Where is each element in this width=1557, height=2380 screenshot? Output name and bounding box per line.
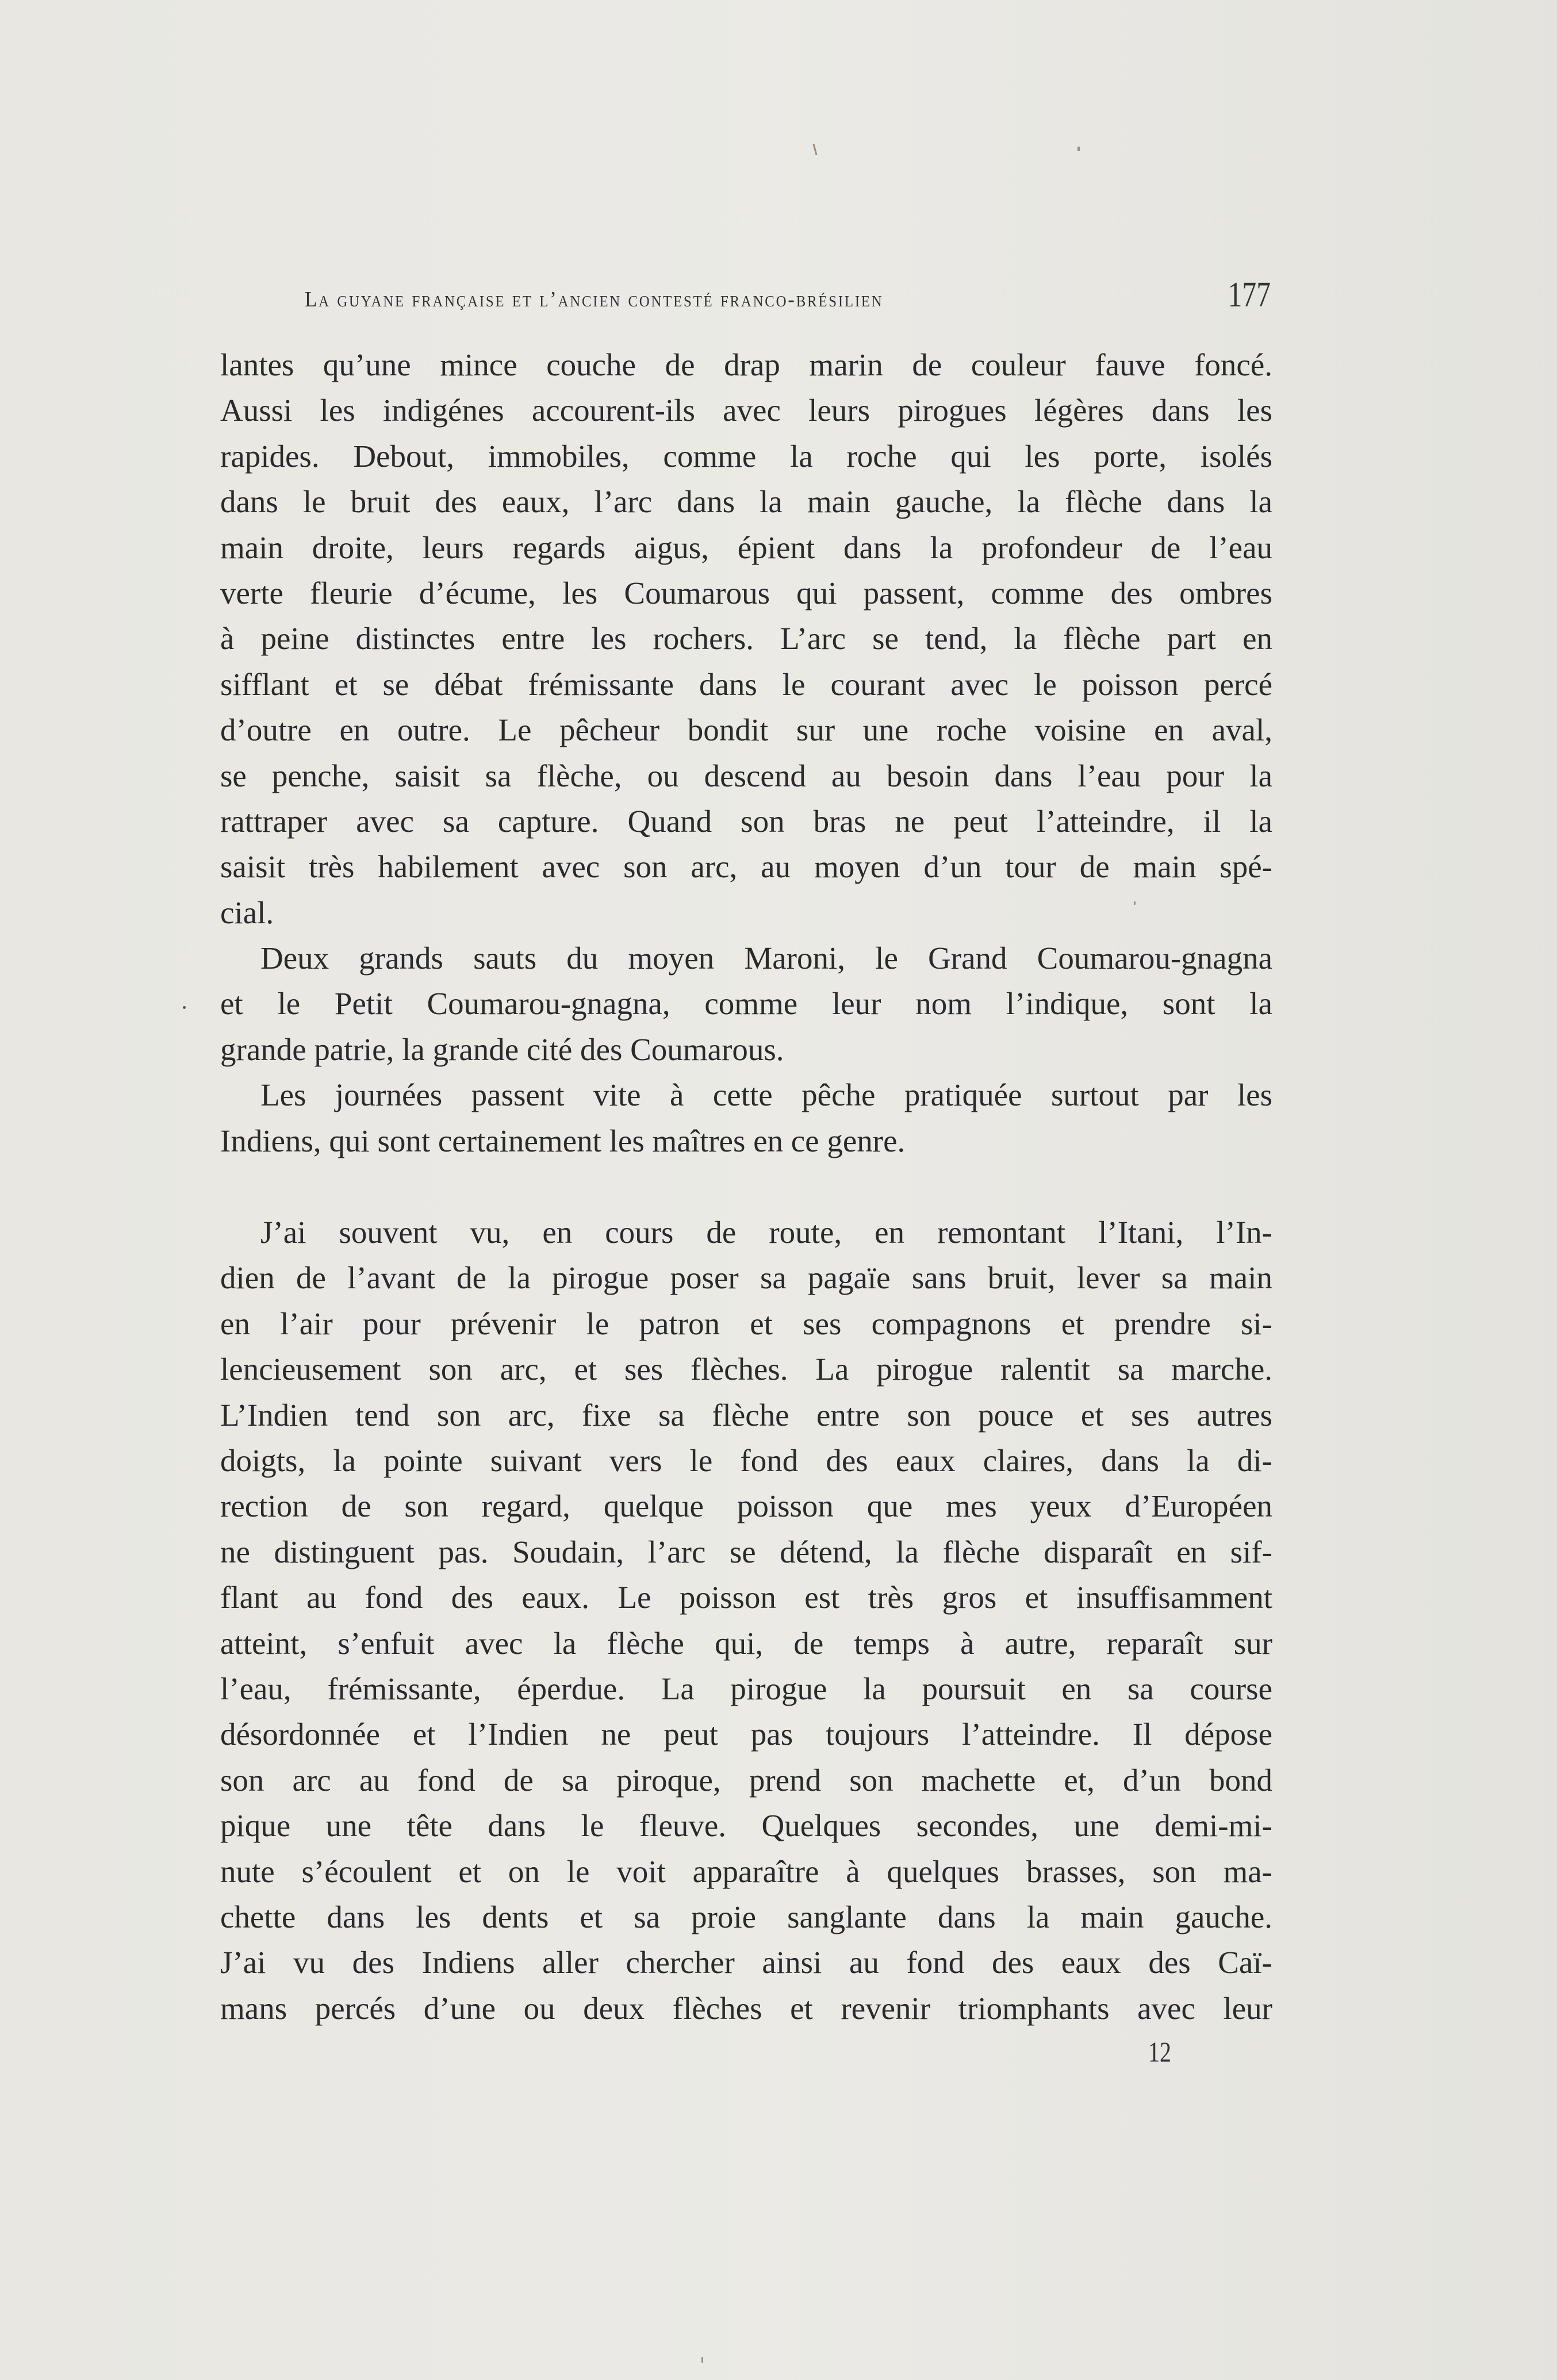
page-number: 177 xyxy=(1228,275,1271,314)
text-line: rattraper avec sa capture. Quand son bras ne peut l’atteindre, il la xyxy=(220,803,1272,839)
paper-speck xyxy=(1134,901,1136,905)
text-line: atteint, s’enfuit avec la flèche qui, de temps à autre, reparaît sur xyxy=(220,1625,1272,1661)
text-line: Aussi les indigénes accourent-ils avec leurs pirogues légères dans les xyxy=(220,393,1272,428)
signature-mark: 12 xyxy=(1148,2036,1171,2068)
text-line: d’outre en outre. Le pêcheur bondit sur une roche voisine en aval, xyxy=(220,712,1272,748)
text-line: se penche, saisit sa flèche, ou descend au besoin dans l’eau pour la xyxy=(220,758,1272,793)
text-line: l’eau, frémissante, éperdue. La pirogue la poursuit en sa course xyxy=(220,1671,1272,1706)
text-line: lantes qu’une mince couche de drap marin de couleur fauve foncé. xyxy=(220,347,1272,382)
text-line: rection de son regard, quelque poisson que mes yeux d’Européen xyxy=(220,1488,1272,1524)
text-line: pique une tête dans le fleuve. Quelques secondes, une demi-mi- xyxy=(220,1808,1272,1844)
text-line: nute s’écoulent et on le voit apparaître à quelques brasses, son ma- xyxy=(220,1853,1272,1889)
section-break xyxy=(220,1164,1272,1210)
text-line: doigts, la pointe suivant vers le fond des eaux claires, dans la di- xyxy=(220,1442,1272,1478)
text-line: à peine distinctes entre les rochers. L’arc se tend, la flèche part en xyxy=(220,621,1272,657)
text-line: sifflant et se débat frémissante dans le courant avec le poisson percé xyxy=(220,666,1272,702)
text-line: chette dans les dents et sa proie sanglante dans la main gauche. xyxy=(220,1899,1272,1934)
text-line: Deux grands sauts du moyen Maroni, le Grand Coumarou-gnagna xyxy=(260,941,1272,976)
text-line: en l’air pour prévenir le patron et ses compagnons et prendre si- xyxy=(220,1306,1272,1341)
text-line: grande patrie, la grande cité des Coumarous. xyxy=(220,1031,784,1067)
text-line: L’Indien tend son arc, fixe sa flèche entre son pouce et ses autres xyxy=(220,1397,1272,1433)
paper-speck xyxy=(701,2357,703,2363)
paper-speck xyxy=(812,144,817,155)
paragraph xyxy=(220,342,1272,935)
text-line: ne distinguent pas. Soudain, l’arc se détend, la flèche disparaît en sif- xyxy=(220,1534,1272,1569)
running-title: La guyane française et l’ancien contesté franco-brésilien xyxy=(305,287,884,312)
text-line: lencieusement son arc, et ses flèches. La pirogue ralentit sa marche. xyxy=(220,1352,1272,1387)
paper-speck xyxy=(183,1006,186,1009)
text-line: flant au fond des eaux. Le poisson est très gros et insuffisamment xyxy=(220,1580,1272,1615)
paragraph xyxy=(220,1072,1272,1164)
text-line: son arc au fond de sa piroque, prend son machette et, d’un bond xyxy=(220,1762,1272,1798)
text-line: et le Petit Coumarou-gnagna, comme leur nom l’indique, sont la xyxy=(220,986,1272,1022)
text-line: dien de l’avant de la pirogue poser sa pagaïe sans bruit, lever sa main xyxy=(220,1260,1272,1296)
text-line: J’ai souvent vu, en cours de route, en remontant l’Itani, l’In- xyxy=(260,1215,1272,1250)
text-line: Indiens, qui sont certainement les maîtres en ce genre. xyxy=(220,1123,906,1158)
text-line: main droite, leurs regards aigus, épient dans la profondeur de l’eau xyxy=(220,529,1272,565)
text-line: désordonnée et l’Indien ne peut pas toujours l’atteindre. Il dépose xyxy=(220,1717,1272,1752)
text-line: verte fleurie d’écume, les Coumarous qui passent, comme des ombres xyxy=(220,575,1272,611)
text-line: Les journées passent vite à cette pêche pratiquée surtout par les xyxy=(260,1077,1272,1113)
paper-speck xyxy=(1077,147,1080,151)
paragraph xyxy=(220,1210,1272,2031)
text-line: rapides. Debout, immobiles, comme la roche qui les porte, isolés xyxy=(220,438,1272,474)
text-line: saisit très habilement avec son arc, au moyen d’un tour de main spé- xyxy=(220,849,1272,885)
body-text xyxy=(220,342,1272,2031)
text-line: J’ai vu des Indiens aller chercher ainsi au fond des eaux des Caï- xyxy=(220,1945,1272,1980)
running-head xyxy=(305,275,1271,315)
paragraph xyxy=(220,935,1272,1072)
text-line: dans le bruit des eaux, l’arc dans la main gauche, la flèche dans la xyxy=(220,484,1272,520)
text-line: mans percés d’une ou deux flèches et revenir triomphants avec leur xyxy=(220,1990,1272,2026)
text-line: cial. xyxy=(220,895,274,930)
